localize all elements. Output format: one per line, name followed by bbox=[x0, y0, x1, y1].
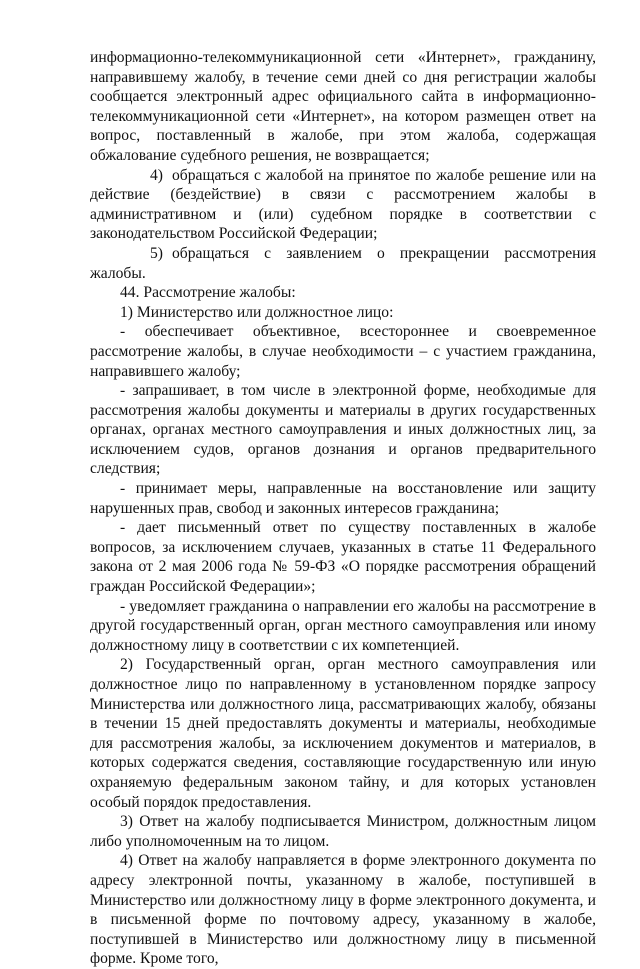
bullet-written-answer bbox=[90, 518, 596, 596]
paragraph-text: 2) Государственный орган, орган местного самоуправления или должностное лицо по направленному в установленном порядке запросу Министерства или должностного лица, рассматривающих жалобу, обязаны в течении 15 дней предоставлять документы и материалы, необходимые для рассмотрения жалобы, за исключением документов и материалов, в которых содержатся сведения, составляющие государственную или иную охраняемую федеральным законом тайну, и для которых установлен особый порядок предоставления. bbox=[90, 656, 596, 811]
paragraph-continuation bbox=[90, 48, 596, 166]
list-number: 5) bbox=[150, 244, 163, 262]
list-number: 4) bbox=[150, 166, 163, 184]
list-item-4 bbox=[90, 166, 596, 244]
bullet-takes-measures bbox=[90, 479, 596, 518]
paragraph-text: - запрашивает, в том числе в электронной форме, необходимые для рассмотрения жалобы документы и материалы в других государственных органах, органах местного самоуправления и иных должностных лиц, за исключением судов, органов дознания и органов предварительного следствия; bbox=[90, 382, 596, 478]
subsection-3 bbox=[90, 812, 596, 851]
paragraph-text: обращаться с заявлением о прекращении рассмотрения жалобы. bbox=[90, 244, 596, 282]
paragraph-text: - уведомляет гражданина о направлении его жалобы на рассмотрение в другой государственный орган, орган местного самоуправления или иному должностному лицу в соответствии с их компетенцией. bbox=[90, 597, 596, 654]
bullet-ensures-review bbox=[90, 322, 596, 381]
subsection-1-heading bbox=[90, 303, 596, 323]
paragraph-text: 44. Рассмотрение жалобы: bbox=[120, 284, 296, 302]
section-44-heading bbox=[90, 283, 596, 303]
list-item-5 bbox=[90, 244, 596, 283]
subsection-4 bbox=[90, 851, 596, 969]
paragraph-text: 4) Ответ на жалобу направляется в форме электронного документа по адресу электронной почты, указанному в жалобе, поступившей в Министерство или должностному лицу в форме электронного документа, и в письменной форме по почтовому адресу, указанному в жалобе, поступившей в Министерство или должностному лицу в письменной форме. Кроме того, bbox=[90, 852, 596, 968]
paragraph-text: обращаться с жалобой на принятое по жалобе решение или на действие (бездействие) в связи с рассмотрением жалобы в административном и (или) судебном порядке в соответствии с законодательством Российской Федерации; bbox=[90, 166, 596, 243]
paragraph-text: - обеспечивает объективное, всестороннее и своевременное рассмотрение жалобы, в случае необходимости – с участием гражданина, направившего жалобу; bbox=[90, 323, 596, 380]
document-page bbox=[90, 48, 596, 969]
paragraph-text: 1) Министерство или должностное лицо: bbox=[120, 303, 394, 321]
paragraph-text: - принимает меры, направленные на восстановление или защиту нарушенных прав, свобод и законных интересов гражданина; bbox=[90, 480, 596, 517]
paragraph-text: - дает письменный ответ по существу поставленных в жалобе вопросов, за исключением случаев, указанных в статье 11 Федерального закона от 2 мая 2006 года № 59-ФЗ «О порядке рассмотрения обращений граждан Российской Федерации»; bbox=[90, 519, 596, 596]
bullet-requests-documents bbox=[90, 381, 596, 479]
paragraph-text: информационно-телекоммуникационной сети «Интернет», гражданину, направившему жалобу, в течение семи дней со дня регистрации жалобы сообщается электронный адрес официального сайта в информационно-телекоммуникационной сети «Интернет», на котором размещен ответ на вопрос, поставленный в жалобе, при этом жалоба, содержащая обжалование судебного решения, не возвращается; bbox=[90, 49, 596, 164]
paragraph-text: 3) Ответ на жалобу подписывается Министром, должностным лицом либо уполномоченным на то лицом. bbox=[90, 813, 596, 850]
bullet-notifies-citizen bbox=[90, 597, 596, 656]
subsection-2 bbox=[90, 655, 596, 812]
